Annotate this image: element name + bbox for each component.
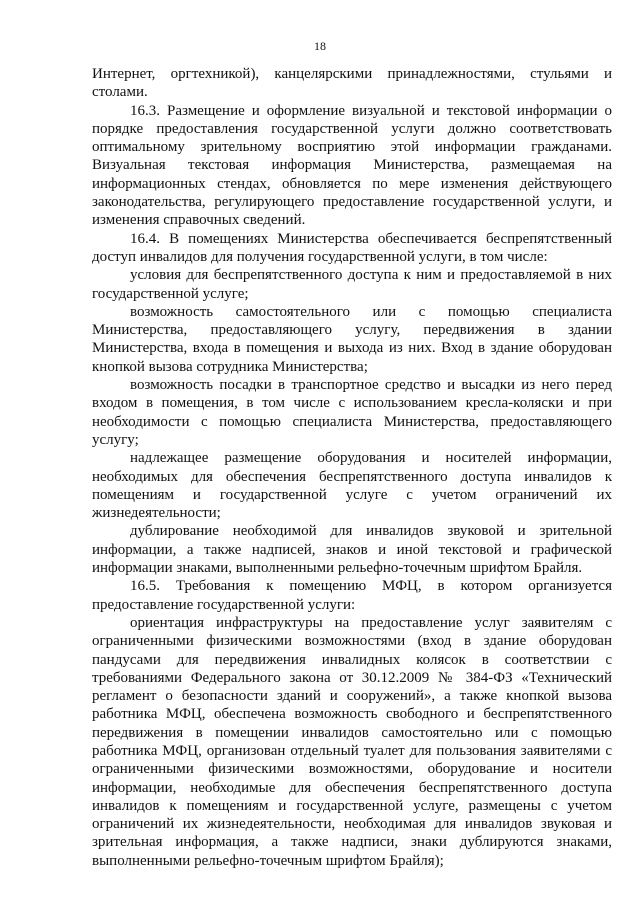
paragraph: 16.3. Размещение и оформление визуальной и текстовой информации о порядке предоставления государственной услуги должно соответствовать оптимальному зрительному восприятию этой информации гражданами. Визуальная текстовая информация Министерства, размещаемая на информационных стендах, обновляется по мере изменения действующего законодательства, регулирующего предоставление государственной услуги, и изменения справочных сведений. bbox=[92, 102, 612, 229]
paragraph: ориентация инфраструктуры на предоставление услуг заявителям с ограниченными физическими возможностями (вход в здание оборудован пандусами для передвижения инвалидных колясок в соответствии с требованиями Федерального закона от 30.12.2009 № 384-ФЗ «Технический регламент о безопасности зданий и сооружений», а также кнопкой вызова работника МФЦ, обеспечена возможность свободного и беспрепятственного передвижения в помещении инвалидов самостоятельно или с помощью работника МФЦ, организован отдельный туалет для пользования заявителями с ограниченными физическими возможностями, оборудование и носители информации, необходимые для обеспечения беспрепятственного доступа инвалидов к помещениям и государственной услуге, размещены с учетом ограничений их жизнедеятельности, необходимая для инвалидов звуковая и зрительная информация, а также надписи, знаки дублируются знаками, выполненными рельефно-точечным шрифтом Брайля); bbox=[92, 614, 612, 869]
paragraph: надлежащее размещение оборудования и носителей информации, необходимых для обеспечения беспрепятственного доступа инвалидов к помещениям и государственной услуге с учетом ограничений их жизнедеятельности; bbox=[92, 450, 612, 522]
paragraph: возможность посадки в транспортное средство и высадки из него перед входом в помещения, в том числе с использованием кресла-коляски и при необходимости с помощью специалиста Министерства, предоставляющего услугу; bbox=[92, 377, 612, 448]
page-number: 18 bbox=[314, 39, 326, 53]
paragraph: 16.4. В помещениях Министерства обеспечивается беспрепятственный доступ инвалидов для получения государственной услуги, в том числе: bbox=[92, 230, 612, 265]
body-text bbox=[92, 65, 612, 870]
paragraph: условия для беспрепятственного доступа к ним и предоставляемой в них государственной услуге; bbox=[92, 267, 612, 302]
paragraph: дублирование необходимой для инвалидов звуковой и зрительной информации, а также надписей, знаков и иной текстовой и графической информации знаками, выполненными рельефно-точечным шрифтом Брайля. bbox=[92, 523, 612, 577]
paragraph: 16.5. Требования к помещению МФЦ, в котором организуется предоставление государственной услуги: bbox=[92, 578, 612, 613]
paragraph: Интернет, оргтехникой), канцелярскими принадлежностями, стульями и столами. bbox=[92, 66, 612, 101]
paragraph: возможность самостоятельного или с помощью специалиста Министерства, предоставляющего услугу, передвижения в здании Министерства, входа в помещения и выхода из них. Вход в здание оборудован кнопкой вызова сотрудника Министерства; bbox=[92, 303, 612, 375]
